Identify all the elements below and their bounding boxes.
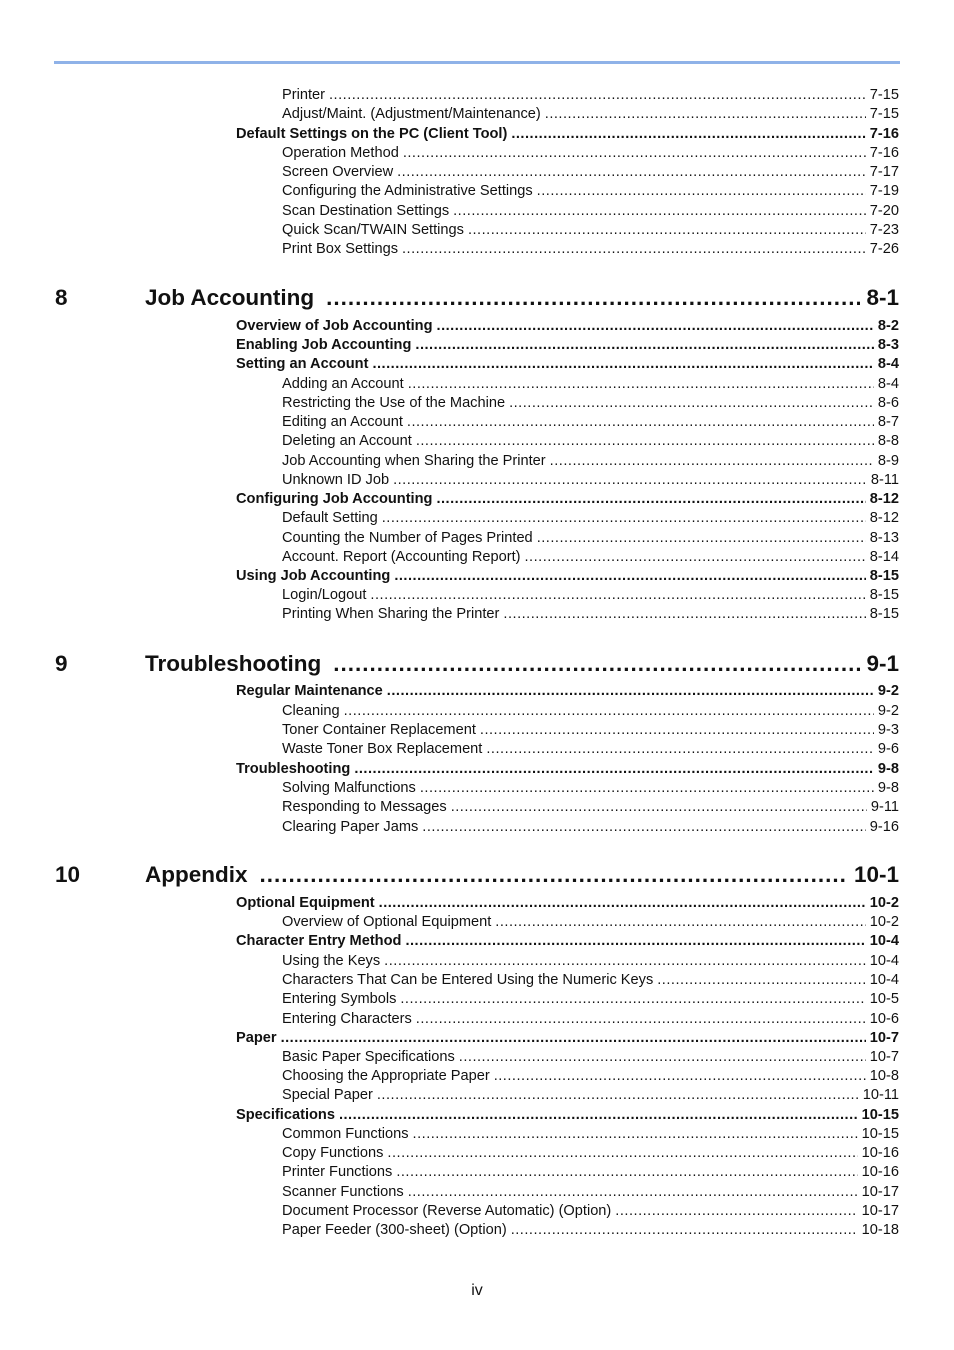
toc-label: Optional Equipment <box>236 895 375 911</box>
dot-leader <box>370 586 865 605</box>
toc-label: Operation Method <box>282 145 399 161</box>
dot-leader <box>422 818 866 837</box>
toc-page-number: 10-16 <box>861 1145 899 1161</box>
toc-label: Job Accounting when Sharing the Printer <box>282 453 546 469</box>
toc-label: Overview of Optional Equipment <box>282 914 492 930</box>
toc-label: Editing an Account <box>282 414 403 430</box>
toc-page-number: 8-7 <box>877 414 899 430</box>
dot-leader <box>511 125 865 144</box>
toc-entry[interactable] <box>282 779 899 798</box>
toc-page-number: 10-2 <box>869 895 899 911</box>
chapter-number: 10 <box>55 862 81 887</box>
toc-entry[interactable] <box>282 221 899 240</box>
toc-entry[interactable] <box>282 740 899 759</box>
toc-page-number: 7-17 <box>869 164 899 180</box>
toc-label: Configuring Job Accounting <box>236 491 433 507</box>
toc-label: Specifications <box>236 1107 335 1123</box>
dot-leader <box>394 567 865 586</box>
toc-page-number: 9-11 <box>870 799 899 815</box>
toc-page-number: 10-6 <box>869 1011 899 1027</box>
toc-entry[interactable] <box>282 375 899 394</box>
toc-label: Enabling Job Accounting <box>236 337 412 353</box>
dot-leader <box>494 1067 866 1086</box>
toc-page-number: 10-7 <box>869 1049 899 1065</box>
dot-leader <box>344 702 874 721</box>
dot-leader <box>468 221 866 240</box>
toc-label: Cleaning <box>282 703 340 719</box>
toc-page-number: 10-15 <box>861 1107 899 1123</box>
toc-label: Entering Symbols <box>282 991 397 1007</box>
toc-entry[interactable] <box>282 971 899 990</box>
toc-label: Print Box Settings <box>282 241 398 257</box>
dot-leader <box>413 1125 858 1144</box>
toc-label: Setting an Account <box>236 356 369 372</box>
toc-page-number: 7-15 <box>869 87 899 103</box>
dot-leader <box>550 452 874 471</box>
toc-section[interactable] <box>236 1029 899 1048</box>
toc-entry[interactable] <box>282 86 899 105</box>
toc-label: Configuring the Administrative Settings <box>282 183 533 199</box>
toc-page-number: 7-16 <box>869 126 899 142</box>
toc-page-number: 8-6 <box>877 395 899 411</box>
toc-label: Scan Destination Settings <box>282 203 450 219</box>
toc-label: Overview of Job Accounting <box>236 318 433 334</box>
toc-page-number: 8-3 <box>877 337 899 353</box>
dot-leader <box>393 471 867 490</box>
toc-label: Special Paper <box>282 1087 373 1103</box>
dot-leader <box>416 432 874 451</box>
dot-leader <box>400 990 865 1009</box>
dot-leader <box>408 375 874 394</box>
toc-entry[interactable] <box>282 182 899 201</box>
toc-page-number: 8-12 <box>869 491 899 507</box>
toc-page-number: 10-18 <box>861 1222 899 1238</box>
dot-leader <box>387 1144 857 1163</box>
toc-entry[interactable] <box>282 394 899 413</box>
toc-entry[interactable] <box>282 452 899 471</box>
toc-page-number: 7-16 <box>869 145 899 161</box>
dot-leader <box>387 682 874 701</box>
dot-leader <box>451 798 867 817</box>
dot-leader <box>416 1010 866 1029</box>
dot-leader <box>615 1202 857 1221</box>
toc-label: Choosing the Appropriate Paper <box>282 1068 490 1084</box>
toc-entry[interactable] <box>282 1183 899 1202</box>
toc-entry[interactable] <box>282 798 899 817</box>
toc-label: Responding to Messages <box>282 799 447 815</box>
dot-leader <box>281 1029 866 1048</box>
toc-label: Default Setting <box>282 510 378 526</box>
toc-entry[interactable] <box>282 605 899 624</box>
header-rule <box>54 61 900 64</box>
toc-page-number: 8-15 <box>869 606 899 622</box>
toc-page-number: 8-2 <box>877 318 899 334</box>
toc-label: Characters That Can be Entered Using the Numeric Keys <box>282 972 654 988</box>
dot-leader <box>509 394 874 413</box>
dot-leader <box>397 163 866 182</box>
dot-leader <box>480 721 874 740</box>
toc-page-number: 8-9 <box>877 453 899 469</box>
toc-page-number: 10-17 <box>861 1184 899 1200</box>
dot-leader <box>379 894 866 913</box>
toc-label: Restricting the Use of the Machine <box>282 395 506 411</box>
toc-page-number: 8-14 <box>869 549 899 565</box>
dot-leader <box>420 779 874 798</box>
toc-page-number: 10-16 <box>861 1164 899 1180</box>
dot-leader <box>495 913 866 932</box>
dot-leader <box>260 862 848 888</box>
toc-label: Quick Scan/TWAIN Settings <box>282 222 464 238</box>
toc-page-number: 9-2 <box>877 703 899 719</box>
toc-entry[interactable] <box>282 548 899 567</box>
toc-page-number: 8-1 <box>866 285 899 310</box>
chapter-number: 8 <box>55 285 68 310</box>
dot-leader <box>329 86 866 105</box>
toc-entry[interactable] <box>282 202 899 221</box>
toc-page-number: 10-4 <box>869 972 899 988</box>
toc-page-number: 10-15 <box>861 1126 899 1142</box>
toc-label: Troubleshooting <box>145 651 322 676</box>
toc-label: Common Functions <box>282 1126 409 1142</box>
toc-entry[interactable] <box>282 990 899 1009</box>
toc-entry[interactable] <box>282 1125 899 1144</box>
toc-label: Document Processor (Reverse Automatic) (Option) <box>282 1203 612 1219</box>
toc-page-number: 7-26 <box>869 241 899 257</box>
dot-leader <box>372 355 873 374</box>
dot-leader <box>511 1221 858 1240</box>
toc-entry[interactable] <box>282 471 899 490</box>
toc-entry[interactable] <box>282 509 899 528</box>
toc-entry[interactable] <box>282 1067 899 1086</box>
dot-leader <box>524 548 865 567</box>
toc-label: Troubleshooting <box>236 761 351 777</box>
toc-entry[interactable] <box>282 413 899 432</box>
dot-leader <box>537 182 866 201</box>
toc-entry[interactable] <box>282 1010 899 1029</box>
dot-leader <box>326 285 860 311</box>
dot-leader <box>382 509 866 528</box>
toc-label: Deleting an Account <box>282 433 412 449</box>
toc-page-number: 9-1 <box>866 651 899 676</box>
dot-leader <box>333 651 860 677</box>
toc-chapter[interactable] <box>55 862 899 894</box>
toc-label: Login/Logout <box>282 587 367 603</box>
toc-page-number: 8-4 <box>877 356 899 372</box>
toc-page-number: 9-6 <box>877 741 899 757</box>
toc-label: Using Job Accounting <box>236 568 391 584</box>
toc-page-number: 10-17 <box>861 1203 899 1219</box>
toc-page-number: 7-20 <box>869 203 899 219</box>
toc-label: Entering Characters <box>282 1011 412 1027</box>
toc-page-number: 10-5 <box>869 991 899 1007</box>
toc-page-number: 9-8 <box>877 780 899 796</box>
toc-label: Printer Functions <box>282 1164 393 1180</box>
dot-leader <box>396 1163 857 1182</box>
toc-section[interactable] <box>236 932 899 951</box>
toc-label: Counting the Number of Pages Printed <box>282 530 533 546</box>
toc-entry[interactable] <box>282 952 899 971</box>
toc-label: Copy Functions <box>282 1145 384 1161</box>
toc-label: Paper Feeder (300-sheet) (Option) <box>282 1222 507 1238</box>
toc-page-number: 9-8 <box>877 761 899 777</box>
toc-label: Appendix <box>145 862 248 887</box>
toc-label: Scanner Functions <box>282 1184 404 1200</box>
dot-leader <box>503 605 865 624</box>
toc-label: Adjust/Maint. (Adjustment/Maintenance) <box>282 106 541 122</box>
toc-page-number: 8-11 <box>870 472 899 488</box>
toc-section[interactable] <box>236 336 899 355</box>
toc-label: Account. Report (Accounting Report) <box>282 549 521 565</box>
toc-page-number: 10-7 <box>869 1030 899 1046</box>
toc-label: Paper <box>236 1030 277 1046</box>
dot-leader <box>537 529 866 548</box>
toc-entry[interactable] <box>282 105 899 124</box>
dot-leader <box>377 1086 859 1105</box>
dot-leader <box>384 952 866 971</box>
toc-entry[interactable] <box>282 240 899 259</box>
page-number: iv <box>471 1282 483 1299</box>
toc-entry[interactable] <box>282 163 899 182</box>
toc-page-number: 9-3 <box>877 722 899 738</box>
toc-page-number: 8-12 <box>869 510 899 526</box>
toc-label: Printing When Sharing the Printer <box>282 606 500 622</box>
toc-entry[interactable] <box>282 1221 899 1240</box>
dot-leader <box>486 740 874 759</box>
toc-page-number: 10-1 <box>853 862 899 887</box>
toc-entry[interactable] <box>282 1202 899 1221</box>
dot-leader <box>405 932 865 951</box>
toc-label: Printer <box>282 87 325 103</box>
toc-label: Basic Paper Specifications <box>282 1049 455 1065</box>
toc-entry[interactable] <box>282 529 899 548</box>
toc-page-number: 10-11 <box>862 1087 899 1103</box>
dot-leader <box>408 1183 858 1202</box>
toc-page-number: 8-8 <box>877 433 899 449</box>
toc-page-number: 10-4 <box>869 933 899 949</box>
toc-page-number: 10-4 <box>869 953 899 969</box>
toc-page-number: 7-23 <box>869 222 899 238</box>
dot-leader <box>437 317 874 336</box>
toc-entry[interactable] <box>282 144 899 163</box>
toc-chapter[interactable] <box>55 285 899 317</box>
toc-section[interactable] <box>236 355 899 374</box>
toc-section[interactable] <box>236 894 899 913</box>
toc-label: Toner Container Replacement <box>282 722 476 738</box>
dot-leader <box>545 105 866 124</box>
toc-entry[interactable] <box>282 1163 899 1182</box>
toc-chapter[interactable] <box>55 651 899 683</box>
dot-leader <box>436 490 865 509</box>
toc-entry[interactable] <box>282 702 899 721</box>
toc-section[interactable] <box>236 490 899 509</box>
toc-section[interactable] <box>236 760 899 779</box>
toc-entry[interactable] <box>282 586 899 605</box>
toc-label: Character Entry Method <box>236 933 402 949</box>
toc-label: Regular Maintenance <box>236 683 383 699</box>
toc-section[interactable] <box>236 567 899 586</box>
chapter-number: 9 <box>55 651 68 676</box>
toc-label: Waste Toner Box Replacement <box>282 741 483 757</box>
toc-label: Adding an Account <box>282 376 404 392</box>
dot-leader <box>339 1106 858 1125</box>
toc-page-number: 7-19 <box>869 183 899 199</box>
toc-page-number: 9-2 <box>877 683 899 699</box>
dot-leader <box>415 336 874 355</box>
toc-page-number: 9-16 <box>869 819 899 835</box>
toc-entry[interactable] <box>282 1144 899 1163</box>
toc-entry[interactable] <box>282 1048 899 1067</box>
toc-page-number: 8-15 <box>869 587 899 603</box>
toc-entry[interactable] <box>282 818 899 837</box>
toc-page-number: 8-15 <box>869 568 899 584</box>
toc-label: Using the Keys <box>282 953 381 969</box>
dot-leader <box>354 760 874 779</box>
toc-section[interactable] <box>236 125 899 144</box>
toc-page-number: 10-2 <box>869 914 899 930</box>
dot-leader <box>403 144 866 163</box>
toc-section[interactable] <box>236 1106 899 1125</box>
toc-page-number: 7-15 <box>869 106 899 122</box>
toc-label: Default Settings on the PC (Client Tool) <box>236 126 508 142</box>
dot-leader <box>402 240 866 259</box>
toc-label: Job Accounting <box>145 285 315 310</box>
toc-label: Solving Malfunctions <box>282 780 416 796</box>
toc-label: Clearing Paper Jams <box>282 819 419 835</box>
toc-section[interactable] <box>236 317 899 336</box>
dot-leader <box>407 413 874 432</box>
dot-leader <box>657 971 866 990</box>
toc-page-number: 10-8 <box>869 1068 899 1084</box>
toc-page-number: 8-13 <box>869 530 899 546</box>
toc-entry[interactable] <box>282 432 899 451</box>
dot-leader <box>453 202 866 221</box>
toc-label: Screen Overview <box>282 164 394 180</box>
toc-page-number: 8-4 <box>877 376 899 392</box>
dot-leader <box>459 1048 866 1067</box>
toc-entry[interactable] <box>282 1086 899 1105</box>
toc-entry[interactable] <box>282 721 899 740</box>
toc-entry[interactable] <box>282 913 899 932</box>
toc-label: Unknown ID Job <box>282 472 390 488</box>
toc-section[interactable] <box>236 682 899 701</box>
